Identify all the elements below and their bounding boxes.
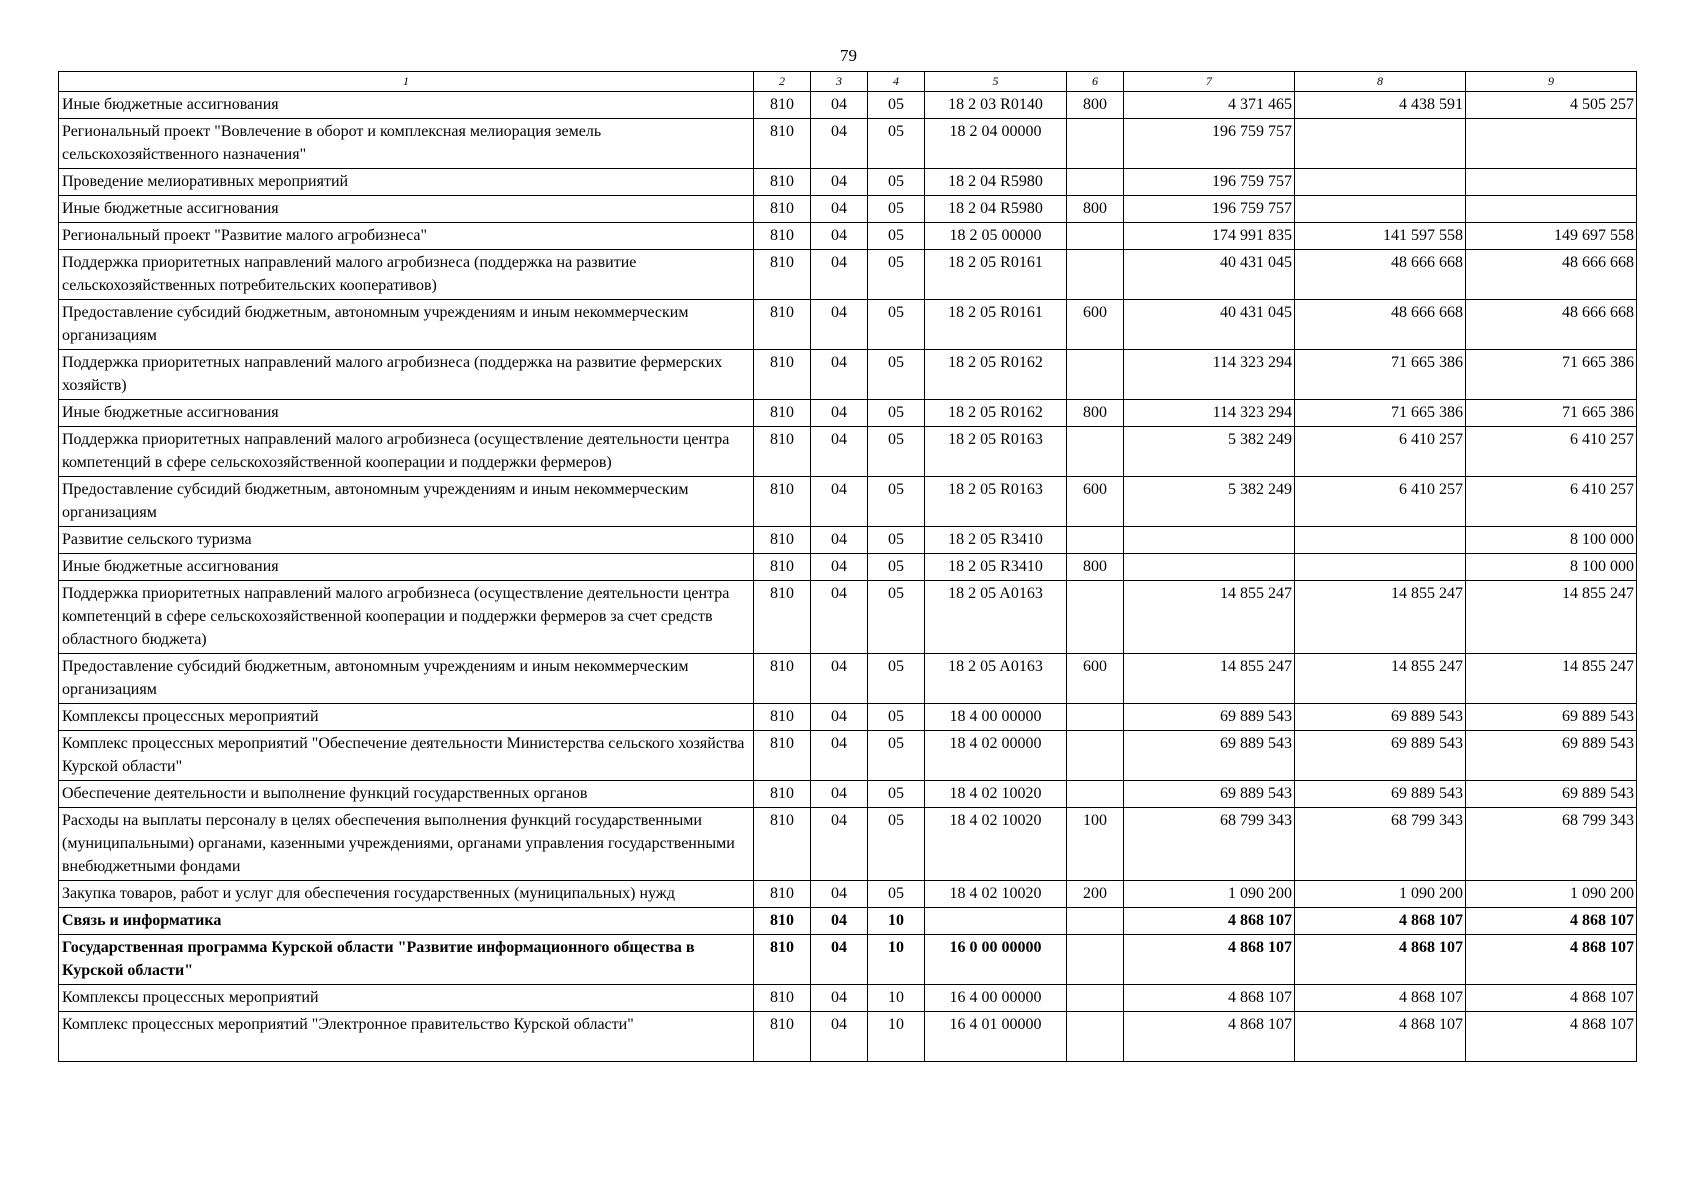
section-code-cell: 04 <box>811 223 868 250</box>
table-row <box>59 581 1637 654</box>
amount-col9-cell: 4 505 257 <box>1466 92 1637 119</box>
amount-col8-cell: 48 666 668 <box>1295 250 1466 300</box>
target-article-cell <box>925 908 1067 935</box>
ministry-code-cell: 810 <box>754 1012 811 1062</box>
subsection-code-cell: 10 <box>868 985 925 1012</box>
ministry-code-cell: 810 <box>754 169 811 196</box>
expense-type-cell: 600 <box>1067 300 1124 350</box>
section-code-cell: 04 <box>811 731 868 781</box>
table-row <box>59 731 1637 781</box>
section-code-cell: 04 <box>811 1012 868 1062</box>
expense-type-cell: 800 <box>1067 196 1124 223</box>
item-name-cell: Иные бюджетные ассигнования <box>59 554 754 581</box>
amount-col8-cell: 4 868 107 <box>1295 1012 1466 1062</box>
item-name-cell: Комплексы процессных мероприятий <box>59 985 754 1012</box>
item-name-cell: Комплекс процессных мероприятий "Обеспечение деятельности Министерства сельского хозяйства Курской области" <box>59 731 754 781</box>
amount-col7-cell: 40 431 045 <box>1124 300 1295 350</box>
expense-type-cell <box>1067 908 1124 935</box>
expense-type-cell <box>1067 223 1124 250</box>
target-article-cell: 18 2 05 00000 <box>925 223 1067 250</box>
expense-type-cell: 100 <box>1067 808 1124 881</box>
amount-col9-cell: 149 697 558 <box>1466 223 1637 250</box>
section-code-cell: 04 <box>811 781 868 808</box>
ministry-code-cell: 810 <box>754 477 811 527</box>
target-article-cell: 18 2 05 R0161 <box>925 250 1067 300</box>
subsection-code-cell: 10 <box>868 1012 925 1062</box>
amount-col7-cell: 4 868 107 <box>1124 1012 1295 1062</box>
amount-col7-cell: 40 431 045 <box>1124 250 1295 300</box>
section-code-cell: 04 <box>811 250 868 300</box>
amount-col9-cell: 4 868 107 <box>1466 935 1637 985</box>
target-article-cell: 18 2 03 R0140 <box>925 92 1067 119</box>
amount-col7-cell <box>1124 554 1295 581</box>
subsection-code-cell: 10 <box>868 935 925 985</box>
subsection-code-cell: 05 <box>868 477 925 527</box>
section-code-cell: 04 <box>811 92 868 119</box>
target-article-cell: 18 2 04 R5980 <box>925 169 1067 196</box>
amount-col8-cell: 6 410 257 <box>1295 427 1466 477</box>
item-name-cell: Предоставление субсидий бюджетным, автономным учреждениям и иным некоммерческим организациям <box>59 654 754 704</box>
column-number: 3 <box>811 72 868 92</box>
amount-col9-cell: 8 100 000 <box>1466 527 1637 554</box>
amount-col7-cell: 174 991 835 <box>1124 223 1295 250</box>
table-row <box>59 781 1637 808</box>
target-article-cell: 18 4 02 10020 <box>925 881 1067 908</box>
amount-col9-cell: 48 666 668 <box>1466 300 1637 350</box>
expense-type-cell <box>1067 731 1124 781</box>
ministry-code-cell: 810 <box>754 985 811 1012</box>
target-article-cell: 18 2 05 R0162 <box>925 350 1067 400</box>
subsection-code-cell: 05 <box>868 350 925 400</box>
section-code-cell: 04 <box>811 581 868 654</box>
amount-col7-cell: 4 371 465 <box>1124 92 1295 119</box>
expense-type-cell <box>1067 527 1124 554</box>
table-row <box>59 119 1637 169</box>
amount-col7-cell: 196 759 757 <box>1124 196 1295 223</box>
column-number: 7 <box>1124 72 1295 92</box>
section-code-cell: 04 <box>811 169 868 196</box>
amount-col9-cell: 4 868 107 <box>1466 985 1637 1012</box>
ministry-code-cell: 810 <box>754 92 811 119</box>
subsection-code-cell: 05 <box>868 581 925 654</box>
section-code-cell: 04 <box>811 808 868 881</box>
subsection-code-cell: 05 <box>868 527 925 554</box>
ministry-code-cell: 810 <box>754 881 811 908</box>
amount-col8-cell: 71 665 386 <box>1295 350 1466 400</box>
amount-col8-cell <box>1295 196 1466 223</box>
table-row <box>59 935 1637 985</box>
item-name-cell: Поддержка приоритетных направлений малого агробизнеса (осуществление деятельности центра компетенций в сфере сельскохозяйственной кооперации и поддержки фермеров за счет средств областного бюджета) <box>59 581 754 654</box>
ministry-code-cell: 810 <box>754 731 811 781</box>
column-number: 1 <box>59 72 754 92</box>
amount-col9-cell: 69 889 543 <box>1466 731 1637 781</box>
amount-col7-cell: 196 759 757 <box>1124 169 1295 196</box>
section-code-cell: 04 <box>811 119 868 169</box>
expense-type-cell <box>1067 250 1124 300</box>
table-row <box>59 169 1637 196</box>
target-article-cell: 18 2 05 R0163 <box>925 427 1067 477</box>
ministry-code-cell: 810 <box>754 223 811 250</box>
item-name-cell: Поддержка приоритетных направлений малого агробизнеса (поддержка на развитие сельскохозяйственных потребительских кооперативов) <box>59 250 754 300</box>
amount-col9-cell: 1 090 200 <box>1466 881 1637 908</box>
amount-col7-cell <box>1124 527 1295 554</box>
amount-col9-cell: 68 799 343 <box>1466 808 1637 881</box>
item-name-cell: Обеспечение деятельности и выполнение функций государственных органов <box>59 781 754 808</box>
ministry-code-cell: 810 <box>754 935 811 985</box>
ministry-code-cell: 810 <box>754 654 811 704</box>
item-name-cell: Расходы на выплаты персоналу в целях обеспечения выполнения функций государственными (муниципальными) органами, казенными учреждениями, органами управления государственными внебюджетными фондами <box>59 808 754 881</box>
table-row <box>59 908 1637 935</box>
subsection-code-cell: 05 <box>868 731 925 781</box>
column-number: 2 <box>754 72 811 92</box>
amount-col7-cell: 69 889 543 <box>1124 704 1295 731</box>
item-name-cell: Поддержка приоритетных направлений малого агробизнеса (осуществление деятельности центра компетенций в сфере сельскохозяйственной кооперации и поддержки фермеров) <box>59 427 754 477</box>
ministry-code-cell: 810 <box>754 196 811 223</box>
table-row <box>59 527 1637 554</box>
item-name-cell: Комплекс процессных мероприятий "Электронное правительство Курской области" <box>59 1012 754 1062</box>
amount-col7-cell: 1 090 200 <box>1124 881 1295 908</box>
subsection-code-cell: 05 <box>868 250 925 300</box>
amount-col9-cell: 14 855 247 <box>1466 654 1637 704</box>
table-row <box>59 350 1637 400</box>
target-article-cell: 16 4 00 00000 <box>925 985 1067 1012</box>
ministry-code-cell: 810 <box>754 554 811 581</box>
subsection-code-cell: 05 <box>868 554 925 581</box>
table-row <box>59 881 1637 908</box>
amount-col8-cell: 4 438 591 <box>1295 92 1466 119</box>
item-name-cell: Иные бюджетные ассигнования <box>59 196 754 223</box>
expense-type-cell <box>1067 581 1124 654</box>
column-number: 5 <box>925 72 1067 92</box>
table-row <box>59 477 1637 527</box>
subsection-code-cell: 05 <box>868 400 925 427</box>
table-row <box>59 808 1637 881</box>
amount-col9-cell: 71 665 386 <box>1466 350 1637 400</box>
amount-col8-cell: 14 855 247 <box>1295 581 1466 654</box>
section-code-cell: 04 <box>811 654 868 704</box>
table-row <box>59 223 1637 250</box>
amount-col7-cell: 14 855 247 <box>1124 654 1295 704</box>
ministry-code-cell: 810 <box>754 704 811 731</box>
expense-type-cell <box>1067 704 1124 731</box>
expense-type-cell <box>1067 427 1124 477</box>
amount-col7-cell: 69 889 543 <box>1124 731 1295 781</box>
column-number-row <box>59 72 1637 92</box>
item-name-cell: Иные бюджетные ассигнования <box>59 92 754 119</box>
amount-col9-cell: 14 855 247 <box>1466 581 1637 654</box>
amount-col8-cell: 48 666 668 <box>1295 300 1466 350</box>
amount-col8-cell: 69 889 543 <box>1295 704 1466 731</box>
section-code-cell: 04 <box>811 985 868 1012</box>
section-code-cell: 04 <box>811 554 868 581</box>
expense-type-cell: 800 <box>1067 554 1124 581</box>
subsection-code-cell: 05 <box>868 704 925 731</box>
budget-table <box>58 71 1637 1062</box>
section-code-cell: 04 <box>811 908 868 935</box>
target-article-cell: 18 2 05 R0162 <box>925 400 1067 427</box>
item-name-cell: Развитие сельского туризма <box>59 527 754 554</box>
page-number: 79 <box>840 46 857 65</box>
amount-col9-cell: 71 665 386 <box>1466 400 1637 427</box>
section-code-cell: 04 <box>811 350 868 400</box>
amount-col7-cell: 69 889 543 <box>1124 781 1295 808</box>
amount-col8-cell: 4 868 107 <box>1295 935 1466 985</box>
table-row <box>59 654 1637 704</box>
subsection-code-cell: 05 <box>868 223 925 250</box>
expense-type-cell: 600 <box>1067 477 1124 527</box>
section-code-cell: 04 <box>811 300 868 350</box>
section-code-cell: 04 <box>811 527 868 554</box>
amount-col7-cell: 114 323 294 <box>1124 350 1295 400</box>
column-number: 8 <box>1295 72 1466 92</box>
table-body <box>59 72 1637 1062</box>
section-code-cell: 04 <box>811 704 868 731</box>
section-code-cell: 04 <box>811 400 868 427</box>
subsection-code-cell: 05 <box>868 781 925 808</box>
amount-col9-cell: 6 410 257 <box>1466 427 1637 477</box>
amount-col7-cell: 4 868 107 <box>1124 908 1295 935</box>
section-code-cell: 04 <box>811 881 868 908</box>
expense-type-cell <box>1067 119 1124 169</box>
target-article-cell: 18 2 05 R0161 <box>925 300 1067 350</box>
target-article-cell: 16 0 00 00000 <box>925 935 1067 985</box>
target-article-cell: 18 2 05 R3410 <box>925 527 1067 554</box>
target-article-cell: 18 4 02 00000 <box>925 731 1067 781</box>
column-number: 6 <box>1067 72 1124 92</box>
target-article-cell: 18 2 04 R5980 <box>925 196 1067 223</box>
table-row <box>59 554 1637 581</box>
section-code-cell: 04 <box>811 935 868 985</box>
table-row <box>59 427 1637 477</box>
amount-col9-cell: 4 868 107 <box>1466 908 1637 935</box>
amount-col9-cell: 6 410 257 <box>1466 477 1637 527</box>
target-article-cell: 18 4 00 00000 <box>925 704 1067 731</box>
amount-col7-cell: 5 382 249 <box>1124 477 1295 527</box>
subsection-code-cell: 05 <box>868 427 925 477</box>
table-row <box>59 1012 1637 1062</box>
amount-col8-cell <box>1295 554 1466 581</box>
subsection-code-cell: 05 <box>868 196 925 223</box>
subsection-code-cell: 05 <box>868 300 925 350</box>
table-row <box>59 400 1637 427</box>
item-name-cell: Комплексы процессных мероприятий <box>59 704 754 731</box>
ministry-code-cell: 810 <box>754 808 811 881</box>
item-name-cell: Региональный проект "Вовлечение в оборот и комплексная мелиорация земель сельскохозяйственного назначения" <box>59 119 754 169</box>
amount-col7-cell: 114 323 294 <box>1124 400 1295 427</box>
expense-type-cell <box>1067 935 1124 985</box>
section-code-cell: 04 <box>811 196 868 223</box>
subsection-code-cell: 05 <box>868 881 925 908</box>
item-name-cell: Предоставление субсидий бюджетным, автономным учреждениям и иным некоммерческим организациям <box>59 300 754 350</box>
ministry-code-cell: 810 <box>754 781 811 808</box>
expense-type-cell: 800 <box>1067 92 1124 119</box>
amount-col8-cell: 69 889 543 <box>1295 781 1466 808</box>
amount-col7-cell: 68 799 343 <box>1124 808 1295 881</box>
amount-col9-cell <box>1466 169 1637 196</box>
ministry-code-cell: 810 <box>754 581 811 654</box>
expense-type-cell: 600 <box>1067 654 1124 704</box>
amount-col8-cell: 69 889 543 <box>1295 731 1466 781</box>
amount-col9-cell: 8 100 000 <box>1466 554 1637 581</box>
amount-col9-cell: 69 889 543 <box>1466 781 1637 808</box>
table-row <box>59 300 1637 350</box>
ministry-code-cell: 810 <box>754 119 811 169</box>
section-code-cell: 04 <box>811 477 868 527</box>
item-name-cell: Государственная программа Курской области "Развитие информационного общества в Курской области" <box>59 935 754 985</box>
amount-col8-cell: 4 868 107 <box>1295 908 1466 935</box>
amount-col9-cell <box>1466 119 1637 169</box>
ministry-code-cell: 810 <box>754 400 811 427</box>
item-name-cell: Поддержка приоритетных направлений малого агробизнеса (поддержка на развитие фермерских хозяйств) <box>59 350 754 400</box>
expense-type-cell: 800 <box>1067 400 1124 427</box>
ministry-code-cell: 810 <box>754 908 811 935</box>
target-article-cell: 18 2 05 A0163 <box>925 581 1067 654</box>
item-name-cell: Связь и информатика <box>59 908 754 935</box>
subsection-code-cell: 05 <box>868 119 925 169</box>
item-name-cell: Проведение мелиоративных мероприятий <box>59 169 754 196</box>
target-article-cell: 18 4 02 10020 <box>925 808 1067 881</box>
target-article-cell: 18 2 05 A0163 <box>925 654 1067 704</box>
table-row <box>59 196 1637 223</box>
amount-col8-cell: 68 799 343 <box>1295 808 1466 881</box>
amount-col7-cell: 5 382 249 <box>1124 427 1295 477</box>
amount-col9-cell: 4 868 107 <box>1466 1012 1637 1062</box>
amount-col8-cell: 14 855 247 <box>1295 654 1466 704</box>
amount-col8-cell <box>1295 169 1466 196</box>
amount-col8-cell: 71 665 386 <box>1295 400 1466 427</box>
column-number: 4 <box>868 72 925 92</box>
target-article-cell: 18 2 05 R0163 <box>925 477 1067 527</box>
table-row <box>59 985 1637 1012</box>
subsection-code-cell: 05 <box>868 169 925 196</box>
ministry-code-cell: 810 <box>754 427 811 477</box>
amount-col7-cell: 14 855 247 <box>1124 581 1295 654</box>
item-name-cell: Предоставление субсидий бюджетным, автономным учреждениям и иным некоммерческим организациям <box>59 477 754 527</box>
amount-col8-cell: 1 090 200 <box>1295 881 1466 908</box>
subsection-code-cell: 05 <box>868 92 925 119</box>
amount-col7-cell: 196 759 757 <box>1124 119 1295 169</box>
subsection-code-cell: 10 <box>868 908 925 935</box>
expense-type-cell: 200 <box>1067 881 1124 908</box>
ministry-code-cell: 810 <box>754 527 811 554</box>
expense-type-cell <box>1067 350 1124 400</box>
expense-type-cell <box>1067 985 1124 1012</box>
table-row <box>59 704 1637 731</box>
expense-type-cell <box>1067 169 1124 196</box>
subsection-code-cell: 05 <box>868 654 925 704</box>
amount-col9-cell: 48 666 668 <box>1466 250 1637 300</box>
amount-col7-cell: 4 868 107 <box>1124 935 1295 985</box>
amount-col8-cell: 141 597 558 <box>1295 223 1466 250</box>
amount-col7-cell: 4 868 107 <box>1124 985 1295 1012</box>
expense-type-cell <box>1067 781 1124 808</box>
amount-col9-cell <box>1466 196 1637 223</box>
amount-col8-cell: 4 868 107 <box>1295 985 1466 1012</box>
table-row <box>59 250 1637 300</box>
ministry-code-cell: 810 <box>754 350 811 400</box>
target-article-cell: 18 2 05 R3410 <box>925 554 1067 581</box>
item-name-cell: Закупка товаров, работ и услуг для обеспечения государственных (муниципальных) нужд <box>59 881 754 908</box>
item-name-cell: Иные бюджетные ассигнования <box>59 400 754 427</box>
target-article-cell: 16 4 01 00000 <box>925 1012 1067 1062</box>
expense-type-cell <box>1067 1012 1124 1062</box>
amount-col8-cell <box>1295 527 1466 554</box>
column-number: 9 <box>1466 72 1637 92</box>
target-article-cell: 18 2 04 00000 <box>925 119 1067 169</box>
section-code-cell: 04 <box>811 427 868 477</box>
amount-col9-cell: 69 889 543 <box>1466 704 1637 731</box>
table-row <box>59 92 1637 119</box>
ministry-code-cell: 810 <box>754 300 811 350</box>
ministry-code-cell: 810 <box>754 250 811 300</box>
amount-col8-cell <box>1295 119 1466 169</box>
subsection-code-cell: 05 <box>868 808 925 881</box>
amount-col8-cell: 6 410 257 <box>1295 477 1466 527</box>
item-name-cell: Региональный проект "Развитие малого агробизнеса" <box>59 223 754 250</box>
target-article-cell: 18 4 02 10020 <box>925 781 1067 808</box>
